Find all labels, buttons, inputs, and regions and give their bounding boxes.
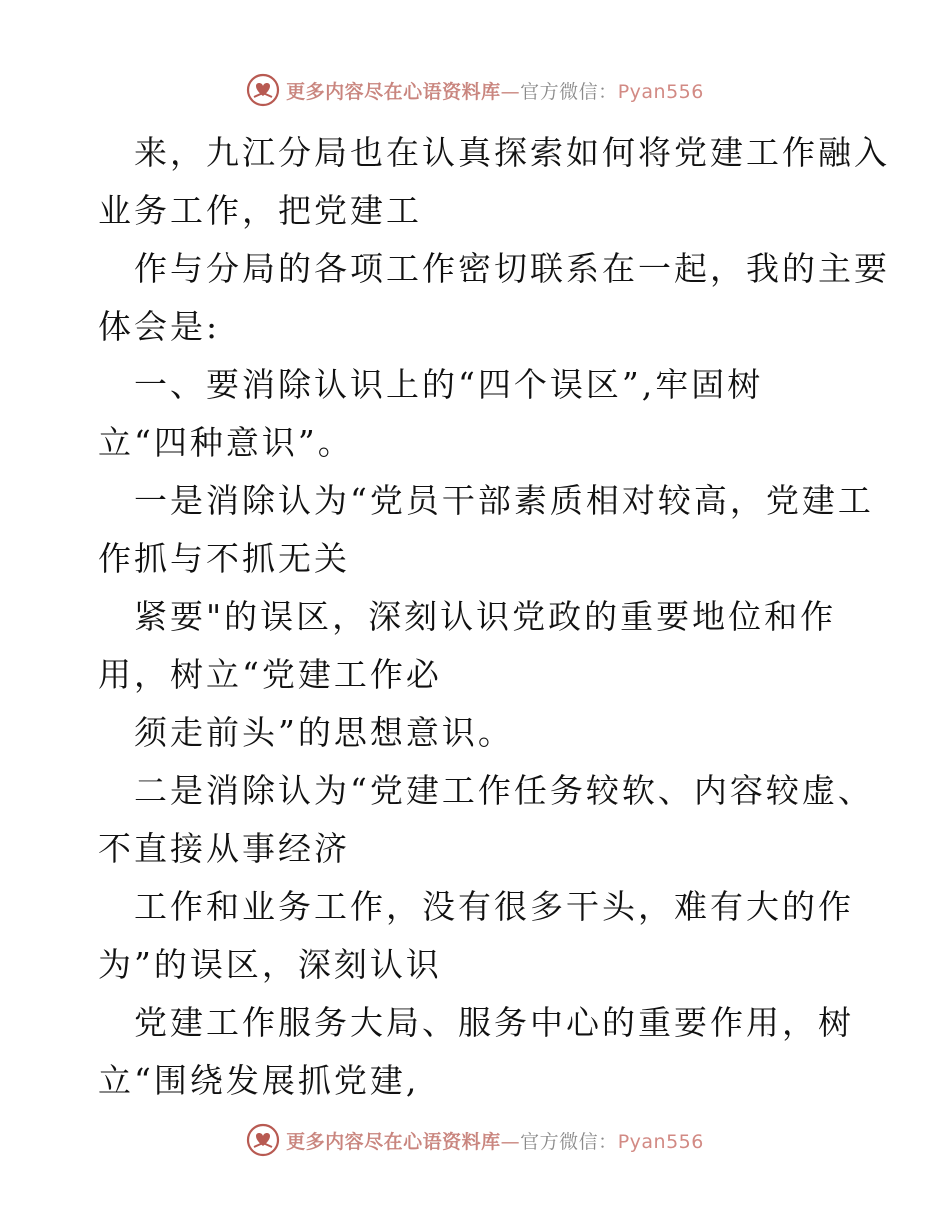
text-line: 来，九江分局也在认真探索如何将党建工作融入	[134, 133, 890, 172]
text-line: 业务工作，把党建工	[98, 191, 422, 230]
text-line: 不直接从事经济	[98, 829, 350, 868]
watermark-text	[286, 77, 704, 104]
text-line: 为”的误区，深刻认识	[98, 945, 442, 984]
watermark-contact-label: 官方微信：	[520, 1130, 618, 1153]
text-line: 一是消除认为“党员干部素质相对较高，党建工	[134, 481, 874, 520]
text-line: 一、要消除认识上的“四个误区”,牢固树	[134, 365, 764, 404]
watermark-brand: 更多内容尽在心语资料库	[286, 1130, 501, 1153]
watermark-contact-label: 官方微信：	[520, 80, 618, 103]
text-line: 作抓与不抓无关	[98, 539, 350, 578]
watermark-contact-id: Pyan556	[617, 1130, 704, 1153]
watermark-text	[286, 1127, 704, 1154]
document-body	[98, 124, 890, 1110]
text-line: 体会是:	[98, 307, 221, 346]
watermark-dash: —	[500, 1130, 521, 1153]
watermark-dash: —	[500, 80, 521, 103]
text-line: 立“四种意识”。	[98, 423, 354, 462]
text-line: 须走前头”的思想意识。	[134, 713, 514, 752]
heart-book-logo-icon	[246, 73, 280, 107]
text-line: 作与分局的各项工作密切联系在一起，我的主要	[134, 249, 890, 288]
watermark-contact-id: Pyan556	[617, 80, 704, 103]
header-watermark	[0, 70, 950, 110]
text-line: 工作和业务工作，没有很多干头，难有大的作	[134, 887, 854, 926]
text-line: 用，树立“党建工作必	[98, 655, 442, 694]
watermark-brand: 更多内容尽在心语资料库	[286, 80, 501, 103]
text-line: 立“围绕发展抓党建,	[98, 1061, 420, 1100]
text-line: 党建工作服务大局、服务中心的重要作用，树	[134, 1003, 854, 1042]
heart-book-logo-icon	[246, 1123, 280, 1157]
footer-watermark	[0, 1120, 950, 1160]
text-line: 紧要"的误区，深刻认识党政的重要地位和作	[134, 597, 837, 636]
text-line: 二是消除认为“党建工作任务较软、内容较虚、	[134, 771, 874, 810]
